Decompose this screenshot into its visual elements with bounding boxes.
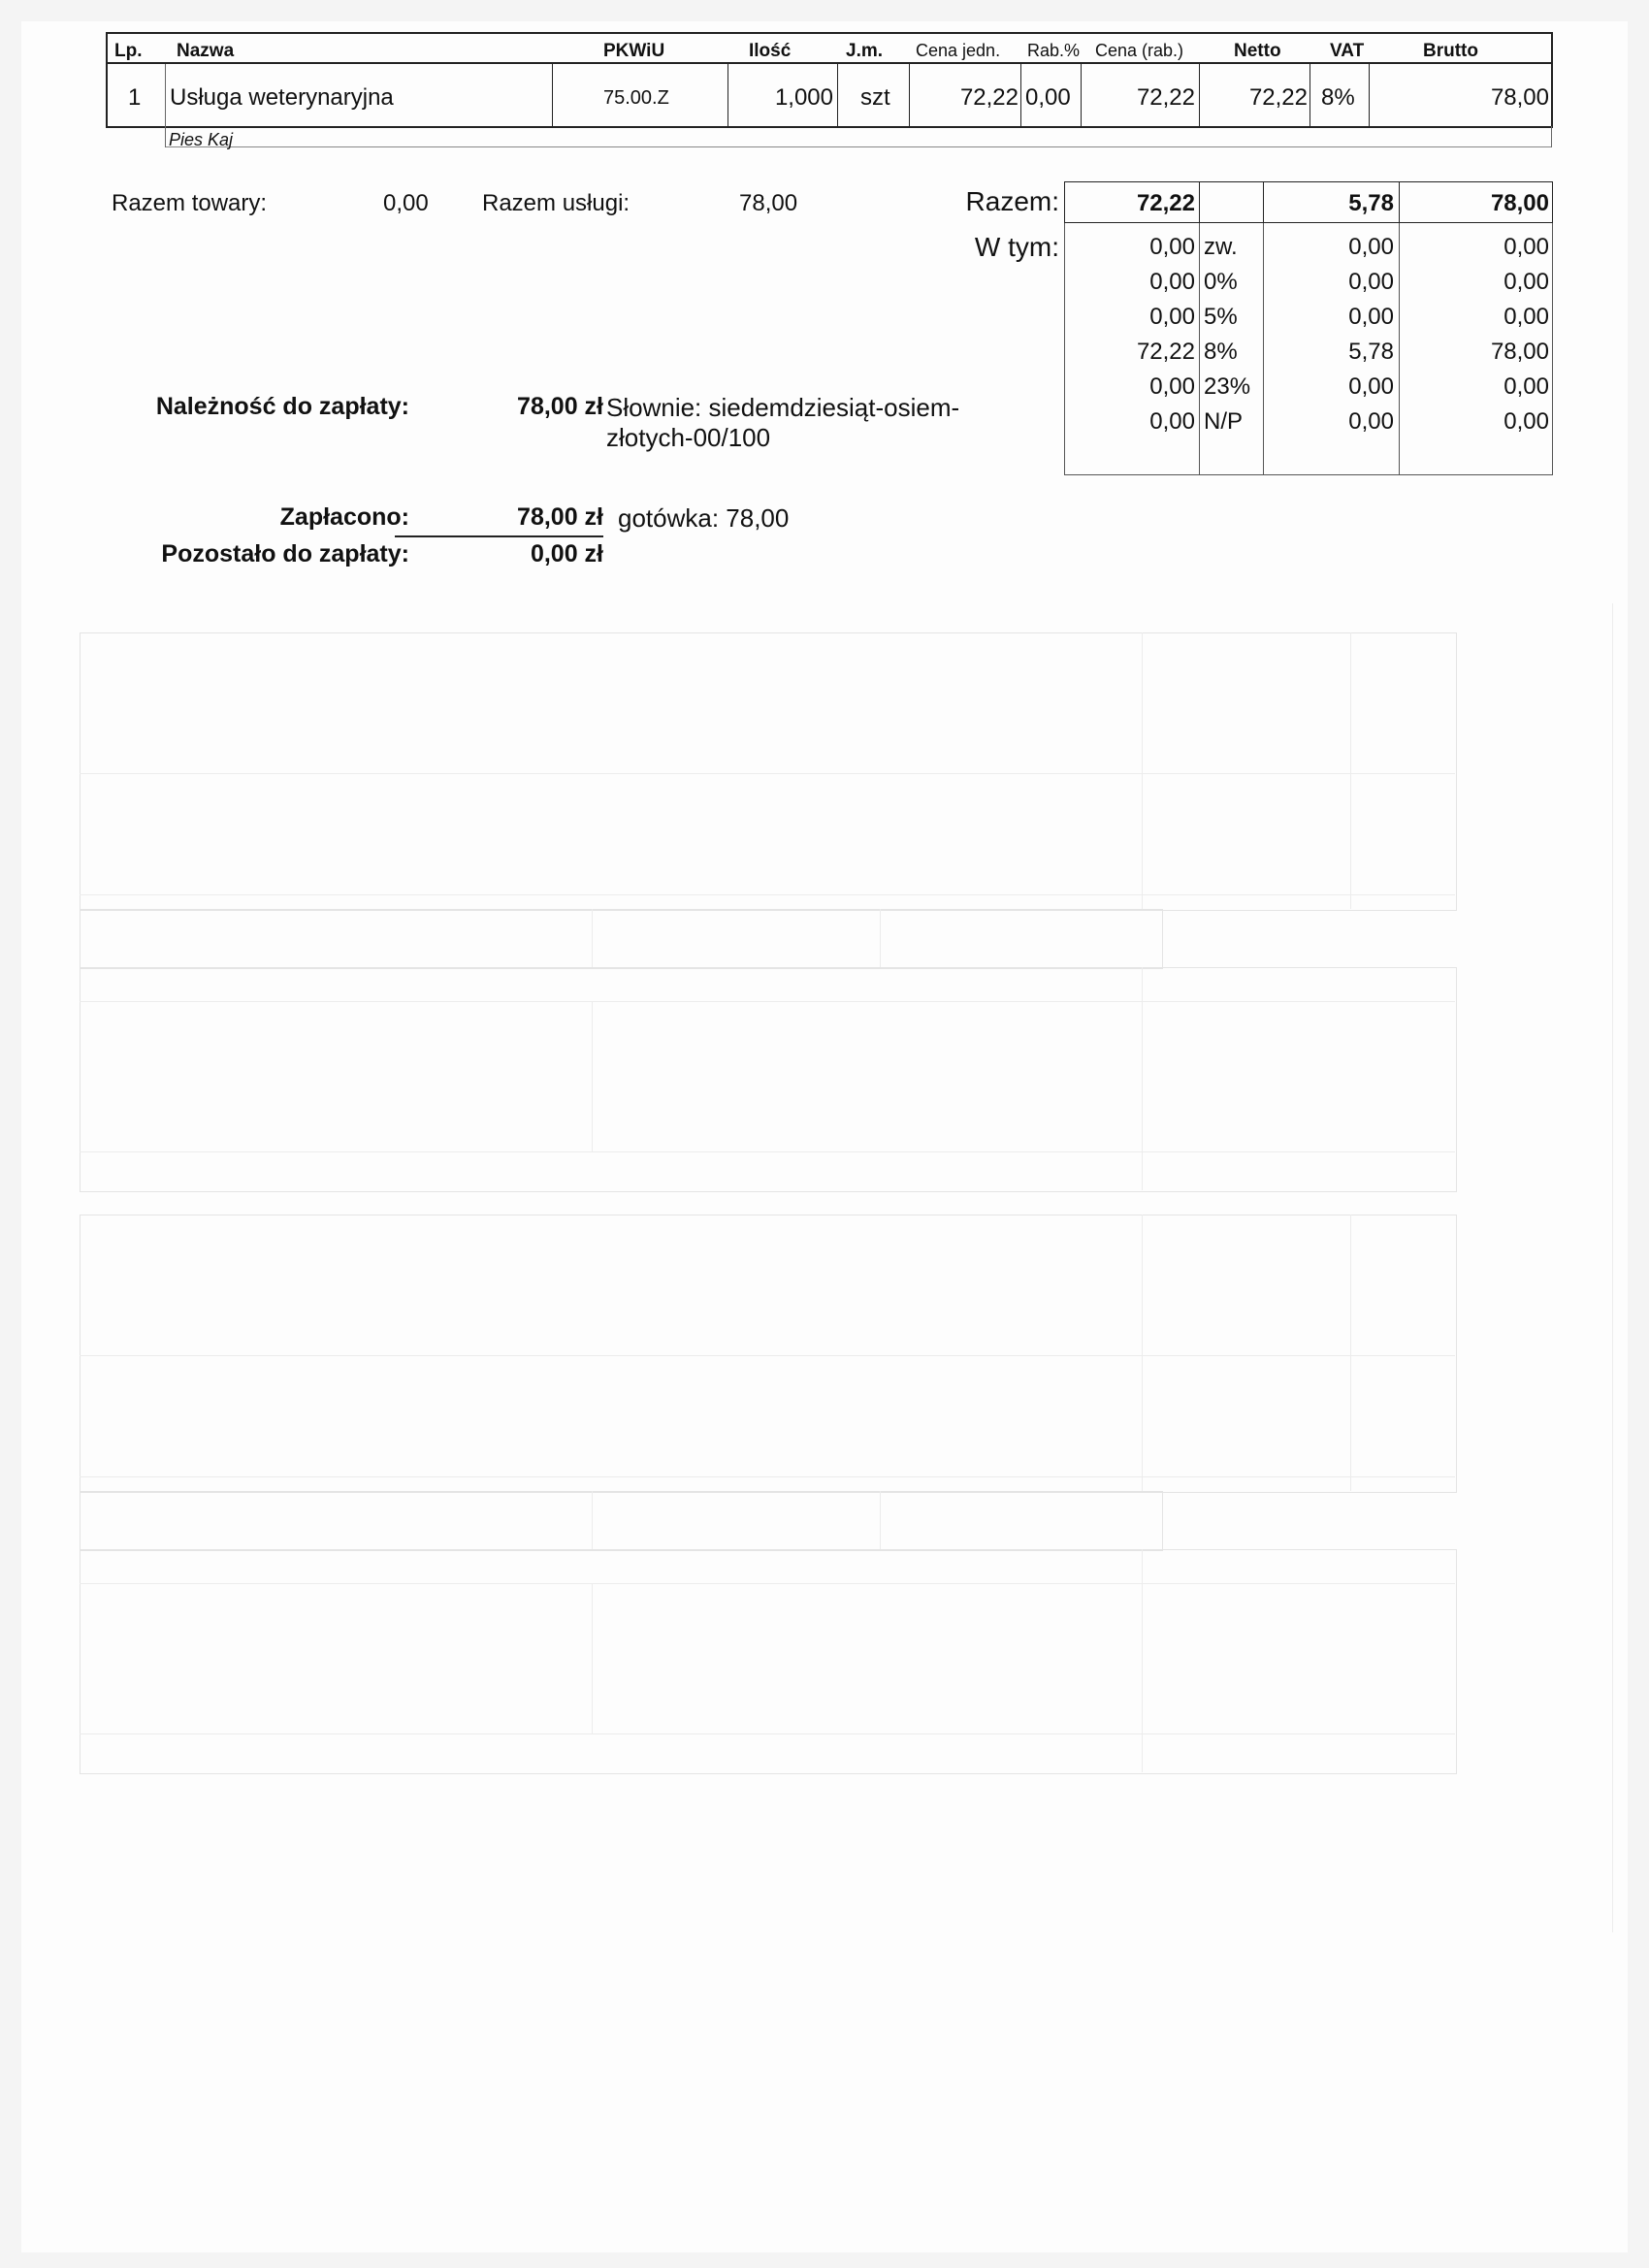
razem-brutto: 78,00 [1490, 190, 1549, 216]
breakdown-rate: 0% [1204, 269, 1238, 295]
razem-netto: 72,22 [1136, 190, 1195, 216]
breakdown-rate: N/P [1204, 408, 1244, 435]
amount-in-words-line2: złotych-00/100 [606, 423, 771, 452]
razem-uslugi-label: Razem usługi: [482, 190, 630, 216]
row-vat: 8% [1321, 84, 1355, 111]
row-pkwiu: 75.00.Z [603, 87, 669, 109]
paid-method: gotówka: 78,00 [618, 503, 790, 533]
header-vat: VAT [1330, 41, 1365, 61]
breakdown-vat: 0,00 [1348, 269, 1394, 295]
header-brutto: Brutto [1423, 41, 1478, 61]
header-rab: Rab.% [1027, 41, 1081, 60]
header-lp: Lp. [114, 41, 143, 61]
breakdown-netto: 72,22 [1136, 339, 1195, 365]
breakdown-brutto: 0,00 [1504, 269, 1549, 295]
header-cena-rab: Cena (rab.) [1095, 41, 1184, 60]
breakdown-brutto: 0,00 [1504, 304, 1549, 330]
invoice-page [21, 21, 1628, 2252]
row-rab: 0,00 [1025, 84, 1071, 111]
w-tym-label: W tym: [974, 232, 1059, 262]
paid-label: Zapłacono: [279, 503, 409, 531]
razem-uslugi-value: 78,00 [739, 190, 798, 216]
header-pkwiu: PKWiU [603, 41, 665, 61]
amount-in-words-line1: Słownie: siedemdziesiąt-osiem- [606, 393, 960, 422]
row-ilosc: 1,000 [774, 84, 833, 111]
breakdown-netto: 0,00 [1149, 234, 1195, 260]
row-note: Pies Kaj [169, 130, 234, 149]
breakdown-vat: 0,00 [1348, 373, 1394, 400]
breakdown-rate: zw. [1204, 234, 1238, 260]
header-cena-jedn: Cena jedn. [916, 41, 1001, 60]
breakdown-vat: 5,78 [1348, 339, 1394, 365]
breakdown-brutto: 78,00 [1490, 339, 1549, 365]
breakdown-rate: 5% [1204, 304, 1238, 330]
header-nazwa: Nazwa [177, 41, 235, 61]
breakdown-netto: 0,00 [1149, 373, 1195, 400]
breakdown-vat: 0,00 [1348, 408, 1394, 435]
row-lp: 1 [128, 84, 142, 111]
header-jm: J.m. [846, 41, 884, 61]
paid-value: 78,00 zł [517, 503, 603, 531]
row-netto: 72,22 [1248, 84, 1308, 111]
breakdown-netto: 0,00 [1149, 304, 1195, 330]
remaining-label: Pozostało do zapłaty: [161, 540, 409, 567]
breakdown-vat: 0,00 [1348, 304, 1394, 330]
row-brutto: 78,00 [1490, 84, 1549, 111]
row-nazwa: Usługa weterynaryjna [170, 84, 394, 111]
razem-towary-label: Razem towary: [112, 190, 268, 216]
remaining-value: 0,00 zł [530, 540, 603, 567]
breakdown-brutto: 0,00 [1504, 234, 1549, 260]
razem-towary-value: 0,00 [383, 190, 429, 216]
row-cena-jedn: 72,22 [959, 84, 1018, 111]
breakdown-rate: 8% [1204, 339, 1238, 365]
razem-vat: 5,78 [1348, 190, 1394, 216]
header-ilosc: Ilość [749, 41, 792, 61]
breakdown-netto: 0,00 [1149, 269, 1195, 295]
header-netto: Netto [1234, 41, 1281, 61]
breakdown-rate: 23% [1204, 373, 1251, 400]
row-cena-rab: 72,22 [1136, 84, 1195, 111]
due-value: 78,00 zł [517, 393, 603, 420]
breakdown-brutto: 0,00 [1504, 373, 1549, 400]
razem-label: Razem: [965, 186, 1059, 216]
breakdown-brutto: 0,00 [1504, 408, 1549, 435]
breakdown-netto: 0,00 [1149, 408, 1195, 435]
row-jm: szt [860, 84, 890, 111]
due-label: Należność do zapłaty: [155, 393, 409, 420]
breakdown-vat: 0,00 [1348, 234, 1394, 260]
